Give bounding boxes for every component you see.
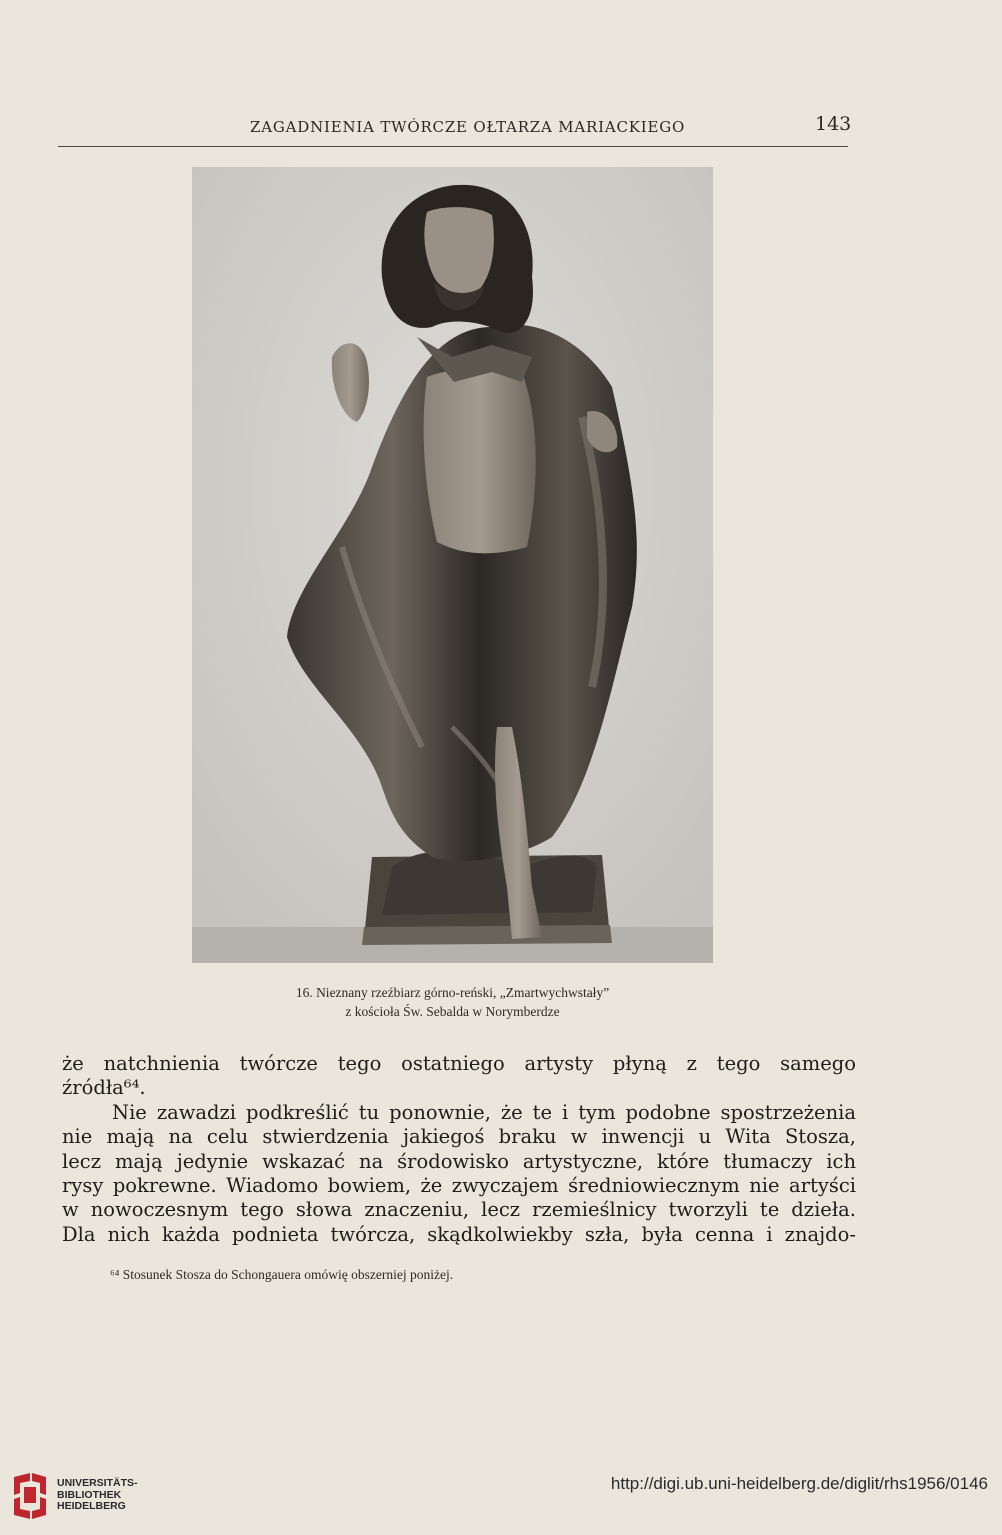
footnote-64: ⁶⁴ Stosunek Stosza do Schongauera omówię obszerniej poniżej. <box>110 1267 454 1282</box>
body-line: rysy pokrewne. Wiadomo bowiem, że zwyczajem średniowiecznym nie artyści <box>62 1173 856 1197</box>
institution-line-3: HEIDELBERG <box>57 1500 126 1512</box>
body-line: lecz mają jedynie wskazać na środowisko artystyczne, które tłumaczy ich <box>62 1149 856 1173</box>
body-line: Dla nich każda podnieta twórcza, skądkolwiekby szła, była cenna i znajdo- <box>62 1222 856 1246</box>
header-rule <box>58 146 848 147</box>
institution-name <box>57 1478 138 1513</box>
sculpture-photograph <box>192 167 713 963</box>
university-library-logo-icon <box>10 1471 50 1521</box>
sculpture-illustration <box>192 167 713 963</box>
running-header-title: ZAGADNIENIA TWÓRCZE OŁTARZA MARIACKIEGO <box>250 118 686 136</box>
institution-line-2: BIBLIOTHEK <box>57 1488 122 1501</box>
source-url-link[interactable]: http://digi.ub.uni-heidelberg.de/diglit/rhs1956/0146 <box>610 1474 988 1493</box>
figure-caption-line-1: 16. Nieznany rzeźbiarz górno-reński, „Zmartwychwstały” <box>295 985 610 1000</box>
body-line: że natchnienia twórcze tego ostatniego artysty płyną z tego samego <box>62 1052 856 1075</box>
institution-line-1: UNIVERSITÄTS- <box>57 1477 138 1489</box>
body-line: nie mają na celu stwierdzenia jakiegoś braku w inwencji u Wita Stosza, <box>62 1125 856 1149</box>
body-line: w nowoczesnym tego słowa znaczeniu, lecz rzemieślnicy tworzyli te dzieła. <box>62 1198 856 1222</box>
figure-caption-line-2: z kościoła Św. Sebalda w Norymberdze <box>345 1004 560 1019</box>
body-paragraph <box>62 1052 856 1247</box>
body-line: źródła⁶⁴. <box>62 1076 146 1100</box>
body-line: Nie zawadzi podkreślić tu ponownie, że te i tym podobne spostrzeżenia <box>112 1100 856 1124</box>
page-number: 143 <box>815 113 852 135</box>
